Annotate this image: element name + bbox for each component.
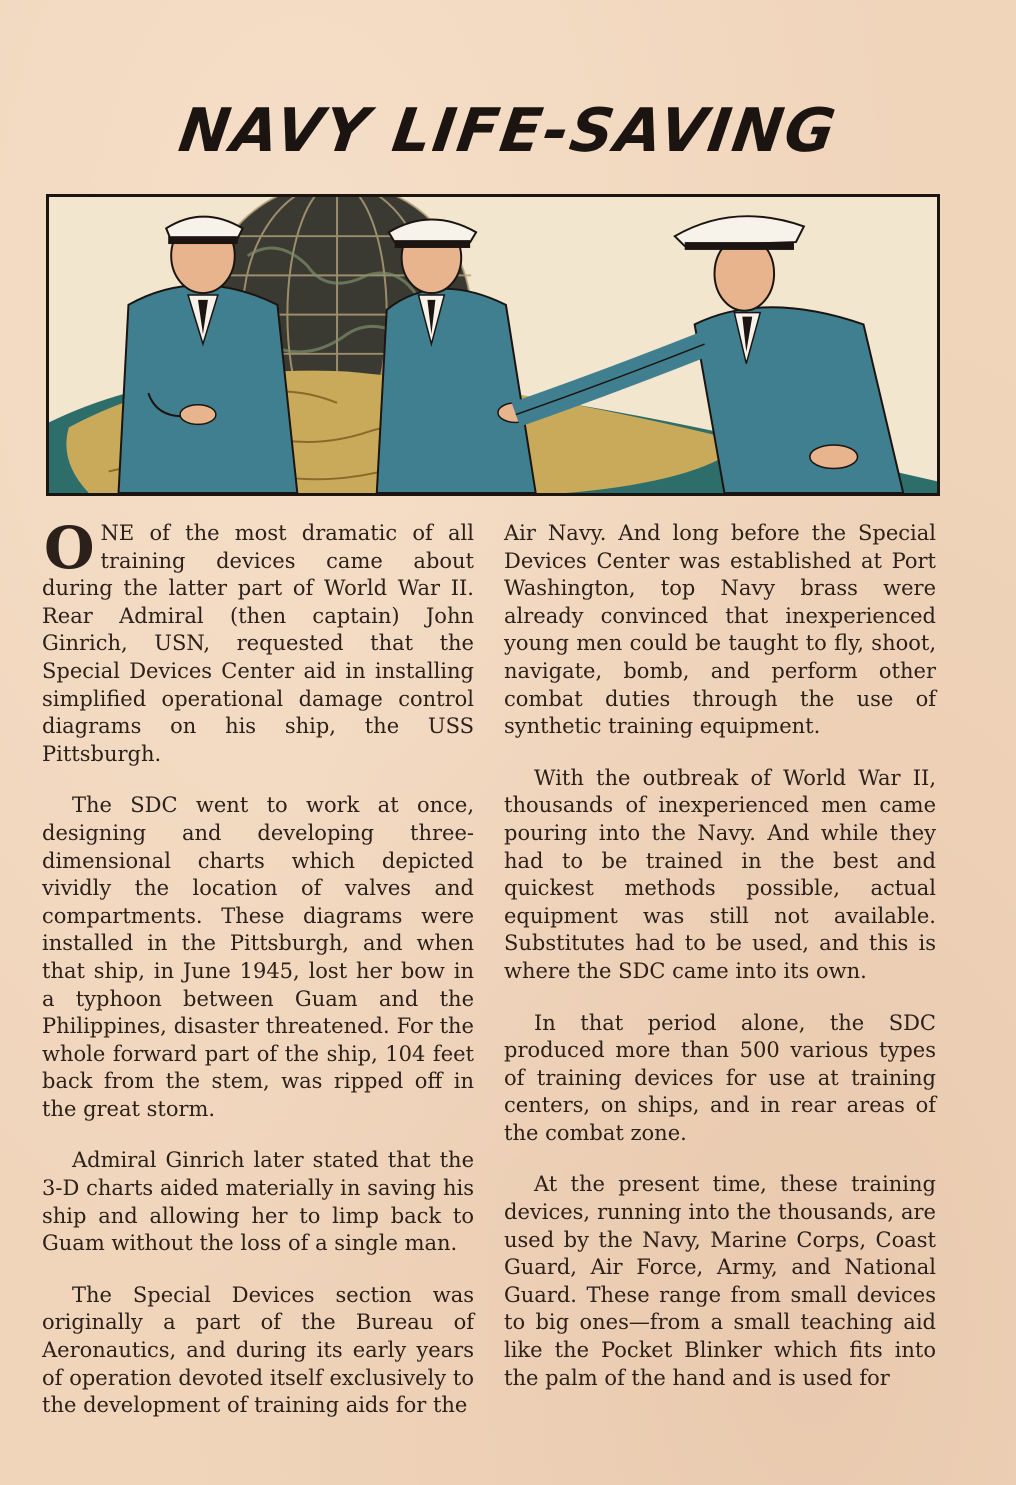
drop-cap: O [44,514,95,582]
page-title: NAVY LIFE-SAVING [174,96,842,166]
officers-with-relief-map-illustration [49,197,937,493]
article-paragraph-7: In that period alone, the SDC produced more than 500 various types of training devices for use at training centers, on ships, and in rear areas of the combat zone. [504,1010,936,1145]
article-paragraph-1 [42,514,474,768]
article-paragraph-4: The Special Devices section was originally a part of the Bureau of Aeronautics, and during its early years of operation devoted itself exclusively to the development of training aids for the [42,1282,474,1418]
article-paragraph-8: At the present time, these training devices, running into the thousands, are used by the Navy, Marine Corps, Coast Guard, Air Force, Army, and National Guard. These range from small devices to big ones—from a small teaching aid like the Pocket Blinker which fits into the palm of the hand and is used for [504,1172,936,1390]
article-paragraph-6: With the outbreak of World War II, thousands of inexperienced men came pouring into the Navy. And while they had to be trained in the best and quickest methods possible, actual equipment was still not available. Substitutes had to be used, and this is where the SDC came into its own. [504,765,936,983]
article-column-left [42,514,474,1444]
article-paragraph-2: The SDC went to work at once, designing and developing three-dimensional charts which depicted vividly the location of valves and compartments. These diagrams were installed in the Pittsburgh, and when that ship, in June 1945, lost her bow in a typhoon between Guam and the Philippines, disaster threatened. For the whole forward part of the ship, 104 feet back from the stem, was ripped off in the great storm. [42,793,474,1121]
paragraph-1-text: NE of the most dramatic of all training devices came about during the latter part of World War II. Rear Admiral (then captain) John Ginrich, USN, requested that the Special Devices Center aid in installing simplified operational damage control diagrams on his ship, the USS Pittsburgh. [42,521,474,766]
article-column-right [504,520,936,1416]
illustration-panel [46,194,940,496]
article-paragraph-5: Air Navy. And long before the Special Devices Center was established at Port Washington, top Navy brass were already convinced that inexperienced young men could be taught to fly, shoot, navigate, bomb, and perform other combat duties through the use of synthetic training equipment. [504,521,936,739]
article-paragraph-3: Admiral Ginrich later stated that the 3-D charts aided materially in saving his ship and allowing her to limp back to Guam without the loss of a single man. [42,1148,474,1256]
